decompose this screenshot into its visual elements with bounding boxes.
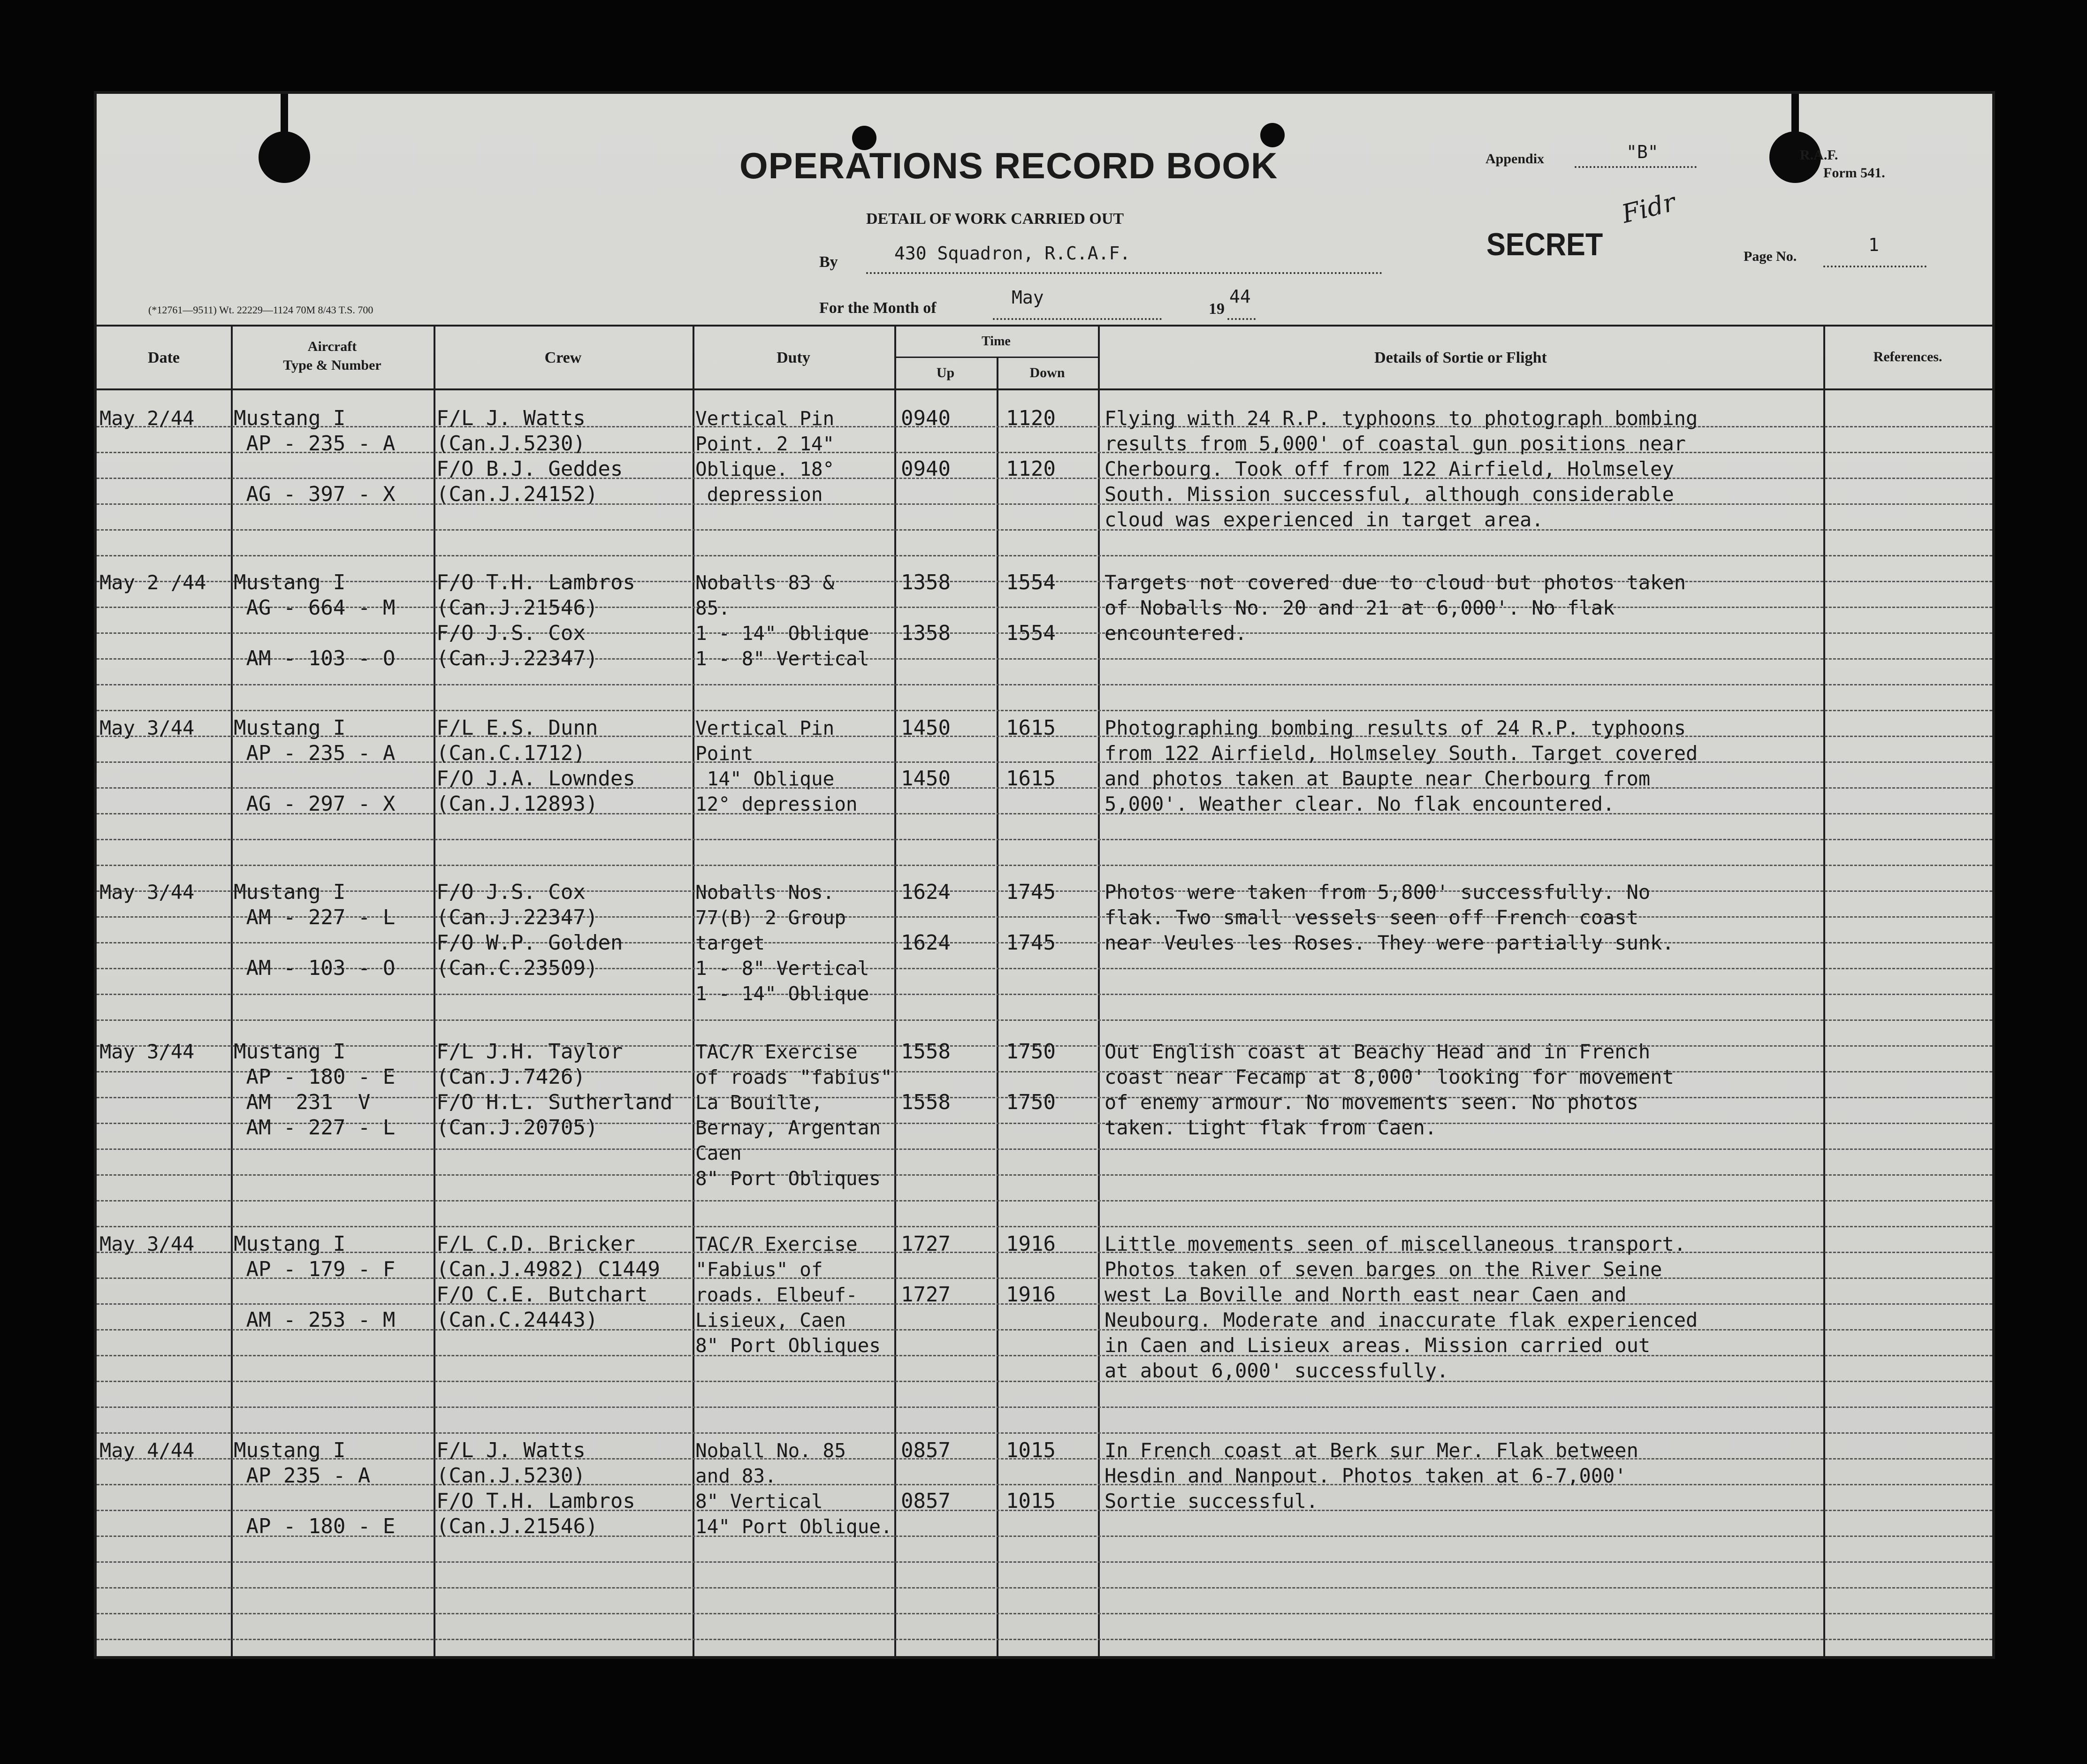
handwritten-initials: Fidr	[1619, 187, 1679, 229]
ruling-line	[97, 555, 1992, 556]
ruling-line	[97, 865, 1992, 866]
year-underline	[1227, 318, 1256, 320]
column-header-up: Up	[936, 365, 955, 380]
by-underline	[866, 272, 1382, 274]
entry-aircraft: Mustang I AM - 227 - L AM - 103 - O	[234, 880, 396, 980]
entry-time-down: 1750 1750	[1006, 1040, 1056, 1114]
entry-details: Little movements seen of miscellaneous transport. Photos taken of seven barges on the River Seine west La Boville and North east near Caen and Neubourg. Moderate and inaccurate flak experienced in Caen and Lisieux areas. Mission carried out at about 6,000' successfully.	[1104, 1232, 1698, 1382]
form-sheet	[97, 94, 1992, 1656]
ruling-line	[97, 1226, 1992, 1227]
entry-aircraft: Mustang I AP - 235 - A AG - 397 - X	[234, 406, 396, 506]
divider-down	[1098, 325, 1100, 1656]
entry-crew: F/L C.D. Bricker (Can.J.4982) C1449 F/O C.E. Butchart (Can.C.24443)	[436, 1232, 660, 1332]
table-top-border	[97, 325, 1992, 327]
page-number-underline	[1823, 266, 1927, 267]
ruling-line	[97, 1174, 1992, 1176]
ruling-line	[97, 1613, 1992, 1614]
column-header-date: Date	[148, 349, 180, 366]
column-header-crew: Crew	[544, 349, 582, 366]
entry-details: Out English coast at Beachy Head and in French coast near Fecamp at 8,000' looking for movement of enemy armour. No movements seen. No photos taken. Light flak from Caen.	[1104, 1040, 1674, 1139]
year-value: 44	[1229, 286, 1251, 307]
month-underline	[993, 318, 1162, 320]
ruling-line	[97, 1639, 1992, 1640]
ruling-line	[97, 1561, 1992, 1563]
entry-time-down: 1120 1120	[1006, 406, 1056, 481]
ruling-line	[97, 994, 1992, 995]
entry-crew: F/O T.H. Lambros (Can.J.21546) F/O J.S. Cox (Can.J.22347)	[436, 570, 635, 670]
entry-date: May 3/44	[99, 716, 195, 739]
binder-peg-center-right	[1260, 123, 1285, 147]
page-subtitle: DETAIL OF WORK CARRIED OUT	[866, 210, 1124, 228]
ruling-line	[97, 684, 1992, 685]
divider-date	[231, 325, 233, 1656]
ruling-line	[97, 1407, 1992, 1408]
entry-time-down: 1015 1015	[1006, 1438, 1056, 1513]
entry-duty: TAC/R Exercise of roads "fabius" La Bouille, Bernay, Argentan Caen 8" Port Obliques	[695, 1041, 892, 1190]
entry-date: May 2/44	[99, 407, 195, 430]
page-number-value: 1	[1868, 235, 1879, 255]
by-value: 430 Squadron, R.C.A.F.	[894, 243, 1131, 264]
entry-date: May 3/44	[99, 1040, 195, 1063]
column-header-duty: Duty	[777, 349, 810, 366]
entry-time-down: 1916 1916	[1006, 1232, 1056, 1307]
entry-crew: F/L E.S. Dunn (Can.C.1712) F/O J.A. Lowndes (Can.J.12893)	[436, 716, 635, 816]
entry-crew: F/L J.H. Taylor (Can.J.7426) F/O H.L. Sutherland (Can.J.20705)	[436, 1040, 673, 1140]
month-label: For the Month of	[819, 299, 937, 317]
column-header-references: References.	[1873, 349, 1942, 365]
entry-duty: Noballs 83 & 85. 1 - 14" Oblique 1 - 8" Vertical	[695, 571, 869, 670]
entry-date: May 2 /44	[99, 571, 206, 594]
by-label: By	[819, 253, 838, 271]
table-header-bottom	[97, 388, 1992, 390]
entry-details: Flying with 24 R.P. typhoons to photograph bombing results from 5,000' of coastal gun positions near Cherbourg. Took off from 122 Airfield, Holmseley South. Mission successful, although considerable cloud was experienced in target area.	[1104, 407, 1698, 531]
entry-details: Targets not covered due to cloud but photos taken of Noballs No. 20 and 21 at 6,000'. No flak encountered.	[1104, 571, 1686, 645]
entry-aircraft: Mustang I AG - 664 - M AM - 103 - O	[234, 570, 396, 670]
ruling-line	[97, 1148, 1992, 1150]
divider-up	[997, 357, 998, 1656]
column-header-time: Time	[982, 334, 1011, 349]
entry-aircraft: Mustang I AP - 235 - A AG - 297 - X	[234, 716, 396, 816]
ruling-line	[97, 1381, 1992, 1382]
column-header-details: Details of Sortie or Flight	[1374, 349, 1547, 366]
entry-date: May 3/44	[99, 1232, 195, 1255]
entry-details: Photos were taken from 5,800' successfully. No flak. Two small vessels seen off French coast near Veules les Roses. They were partially sunk.	[1104, 881, 1674, 954]
divider-crew	[693, 325, 694, 1656]
entry-duty: TAC/R Exercise "Fabius" of roads. Elbeuf- Lisieux, Caen 8" Port Obliques	[695, 1233, 881, 1357]
entry-details: Photographing bombing results of 24 R.P. typhoons from 122 Airfield, Holmseley South. Target covered and photos taken at Baupte near Cherbourg from 5,000'. Weather clear. No flak encountered.	[1104, 716, 1698, 815]
year-prefix: 19	[1209, 300, 1225, 318]
page-number-label: Page No.	[1744, 249, 1797, 264]
ruling-line	[97, 1587, 1992, 1589]
ruling-line	[97, 839, 1992, 840]
appendix-underline	[1575, 166, 1697, 168]
secret-stamp: SECRET	[1486, 227, 1603, 262]
ruling-line	[97, 1200, 1992, 1201]
ruling-line	[97, 529, 1992, 531]
entry-time-up: 0940 0940	[901, 406, 951, 481]
appendix-value: "B"	[1626, 142, 1659, 162]
entry-duty: Vertical Pin Point. 2 14" Oblique. 18° depression	[695, 407, 835, 506]
ruling-line	[97, 1432, 1992, 1434]
entry-date: May 3/44	[99, 881, 195, 904]
month-value: May	[1012, 287, 1044, 308]
entry-aircraft: Mustang I AP - 180 - E AM 231 V AM - 227 - L	[234, 1040, 396, 1140]
page-title: OPERATIONS RECORD BOOK	[739, 145, 1278, 186]
binder-hole-left	[259, 131, 310, 183]
form-number-line2: Form 541.	[1823, 165, 1885, 181]
appendix-label: Appendix	[1485, 151, 1545, 167]
entry-time-up: 1727 1727	[901, 1232, 951, 1307]
print-code: (*12761—9511) Wt. 22229—1124 70M 8/43 T.S. 700	[148, 304, 373, 316]
entry-duty: Noball No. 85 and 83. 8" Vertical 14" Port Oblique.	[695, 1439, 892, 1538]
entry-duty: Noballs Nos. 77(B) 2 Group target 1 - 8" Vertical 1 - 14" Oblique	[695, 881, 869, 1005]
column-header-down: Down	[1029, 365, 1065, 380]
entry-time-up: 1624 1624	[901, 880, 951, 955]
entry-aircraft: Mustang I AP - 179 - F AM - 253 - M	[234, 1232, 396, 1332]
entry-time-up: 1358 1358	[901, 570, 951, 645]
entry-details: In French coast at Berk sur Mer. Flak between Hesdin and Nanpout. Photos taken at 6-7,000' Sortie successful.	[1104, 1439, 1638, 1513]
divider-duty	[894, 325, 896, 1656]
form-number-line1: R.A.F.	[1800, 147, 1838, 163]
divider-aircraft	[434, 325, 435, 1656]
ruling-line	[97, 1019, 1992, 1021]
entry-crew: F/L J. Watts (Can.J.5230) F/O B.J. Geddes (Can.J.24152)	[436, 406, 623, 506]
entry-time-down: 1745 1745	[1006, 880, 1056, 955]
ruling-line	[97, 710, 1992, 711]
entry-time-up: 1558 1558	[901, 1040, 951, 1114]
entry-time-down: 1615 1615	[1006, 716, 1056, 791]
divider-references	[1823, 325, 1825, 1656]
entry-time-up: 1450 1450	[901, 716, 951, 791]
entry-date: May 4/44	[99, 1439, 195, 1462]
entry-duty: Vertical Pin Point 14" Oblique 12° depression	[695, 717, 858, 815]
entry-aircraft: Mustang I AP 235 - A AP - 180 - E	[234, 1438, 396, 1538]
time-header-divider	[894, 357, 1098, 358]
entry-time-down: 1554 1554	[1006, 570, 1056, 645]
entry-time-up: 0857 0857	[901, 1438, 951, 1513]
column-header-aircraft-line2: Type & Number	[283, 357, 381, 373]
ruling-line	[97, 1355, 1992, 1356]
entry-crew: F/O J.S. Cox (Can.J.22347) F/O W.P. Golden (Can.C.23509)	[436, 880, 623, 980]
column-header-aircraft-line1: Aircraft	[307, 339, 357, 354]
entry-crew: F/L J. Watts (Can.J.5230) F/O T.H. Lambros (Can.J.21546)	[436, 1438, 635, 1538]
